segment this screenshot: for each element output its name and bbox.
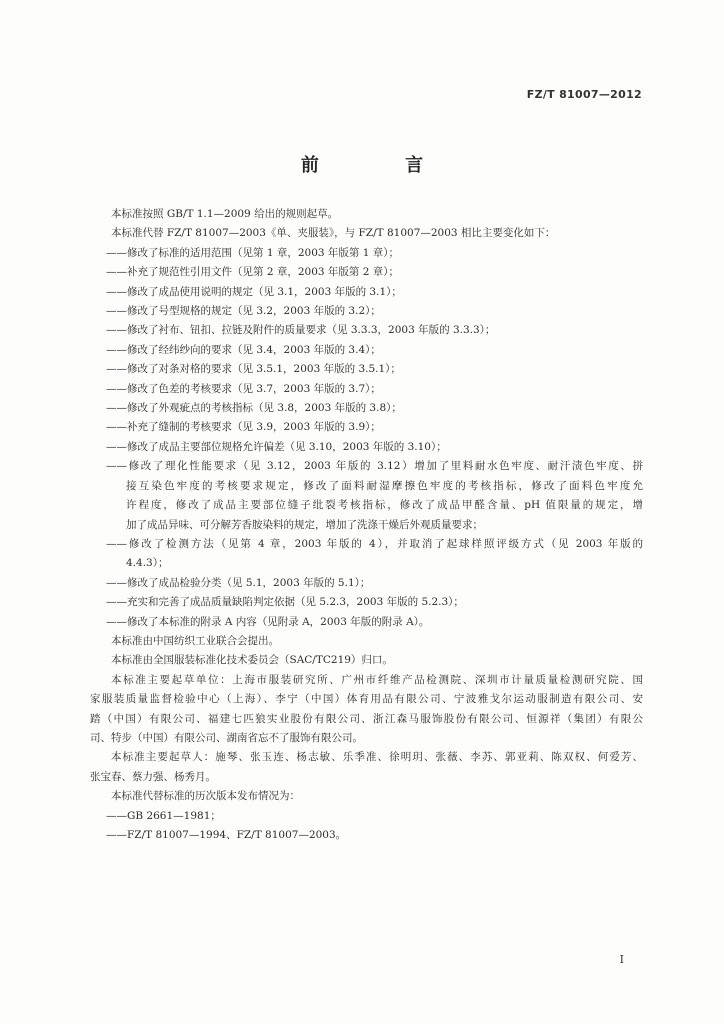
change-item-method-line: ——修改了检测方法（见第 4 章，2003 年版的 4），并取消了起球样照评级方式（见 2003 年版的 [106, 537, 643, 550]
change-item-physics-line: 接互染色牢度的考核要求规定，修改了面料耐湿摩擦色牢度的考核指标，修改了面料色牢度允 [126, 479, 643, 492]
change-item: ——修改了标准的适用范围（见第 1 章，2003 年版第 1 章）； [106, 246, 400, 259]
paragraph-proposed-by: 本标准由中国纺织工业联合会提出。 [111, 634, 279, 647]
history-title: 本标准代替标准的历次版本发布情况为： [111, 790, 300, 803]
change-item: ——补充了缝制的考核要求（见 3.9，2003 年版的 3.9）； [106, 421, 381, 434]
change-item-physics-line: 许程度，修改了成品主要部位缝子纰裂考核指标，修改了成品甲醛含量、pH 值限量的规定，增 [126, 499, 643, 512]
change-item: ——修改了成品主要部位规格允许偏差（见 3.10，2003 年版的 3.10）； [106, 440, 447, 453]
change-item: ——补充了规范性引用文件（见第 2 章，2003 年版第 2 章）； [106, 266, 400, 279]
history-item: ——GB 2661—1981； [106, 809, 221, 822]
change-item: ——修改了号型规格的规定（见 3.2，2003 年版的 3.2）； [106, 305, 381, 318]
foreword-body [90, 205, 643, 845]
change-item-method-line: 4.4.3）； [126, 557, 169, 570]
change-item-physics-line: 加了成品异味、可分解芳香胺染料的规定，增加了洗涤干燥后外观质量要求； [126, 518, 483, 531]
change-item: ——修改了成品使用说明的规定（见 3.1，2003 年版的 3.1）； [106, 285, 402, 298]
change-item: ——充实和完善了成品质量缺陷判定依据（见 5.2.3，2003 年版的 5.2.3）； [106, 596, 464, 609]
drafters-line: 张宝春、蔡力强、杨秀月。 [90, 770, 216, 783]
change-item: ——修改了本标准的附录 A 内容（见附录 A，2003 年版的附录 A）。 [106, 615, 430, 628]
paragraph-drafting-rules: 本标准按照 GB/T 1.1—2009 给出的规则起草。 [111, 208, 339, 220]
drafting-units-line: 本标准主要起草单位：上海市服装研究所、广州市纤维产品检测院、深圳市计量质量检测研究院、国 [111, 673, 643, 686]
change-item: ——修改了成品检验分类（见 5.1，2003 年版的 5.1）； [106, 576, 371, 589]
drafting-units-line: 家服装质量监督检验中心（上海）、李宁（中国）体育用品有限公司、宁波雅戈尔运动服制造有限公司、安 [90, 693, 643, 706]
standard-code: FZ/T 81007—2012 [526, 88, 642, 101]
paragraph-replacement: 本标准代替 FZ/T 81007—2003《单、夹服装》，与 FZ/T 81007—2003 相比主要变化如下： [111, 227, 556, 240]
change-item: ——修改了外观疵点的考核指标（见 3.8，2003 年版的 3.8）； [106, 402, 402, 415]
change-item: ——修改了对条对格的要求（见 3.5.1，2003 年版的 3.5.1）； [106, 363, 401, 376]
paragraph-governed-by: 本标准由全国服装标准化技术委员会（SAC/TC219）归口。 [111, 654, 393, 667]
drafting-units-line: 司、特步（中国）有限公司、湖南省忘不了服饰有限公司。 [90, 731, 363, 744]
change-item-physics-line: ——修改了理化性能要求（见 3.12，2003 年版的 3.12）增加了里料耐水色牢度、耐汗渍色牢度、拼 [106, 460, 643, 473]
change-item: ——修改了衬布、钮扣、拉链及附件的质量要求（见 3.3.3，2003 年版的 3.3.3）； [106, 324, 496, 337]
history-item: ——FZ/T 81007—1994、FZ/T 81007—2003。 [106, 829, 347, 841]
change-item: ——修改了色差的考核要求（见 3.7，2003 年版的 3.7）； [106, 382, 381, 395]
change-item: ——修改了经纬纱向的要求（见 3.4，2003 年版的 3.4）； [106, 343, 381, 356]
drafting-units-line: 踏（中国）有限公司、福建七匹狼实业股份有限公司、浙江森马服饰股份有限公司、恒源祥（集团）有限公 [90, 712, 643, 725]
page-title: 前 言 [300, 155, 464, 176]
page-number: I [619, 953, 624, 966]
drafters-line: 本标准主要起草人：施琴、张玉连、杨志敏、乐季准、徐明玥、张薇、李苏、郭亚莉、陈双权、何爱芳、 [111, 751, 643, 764]
